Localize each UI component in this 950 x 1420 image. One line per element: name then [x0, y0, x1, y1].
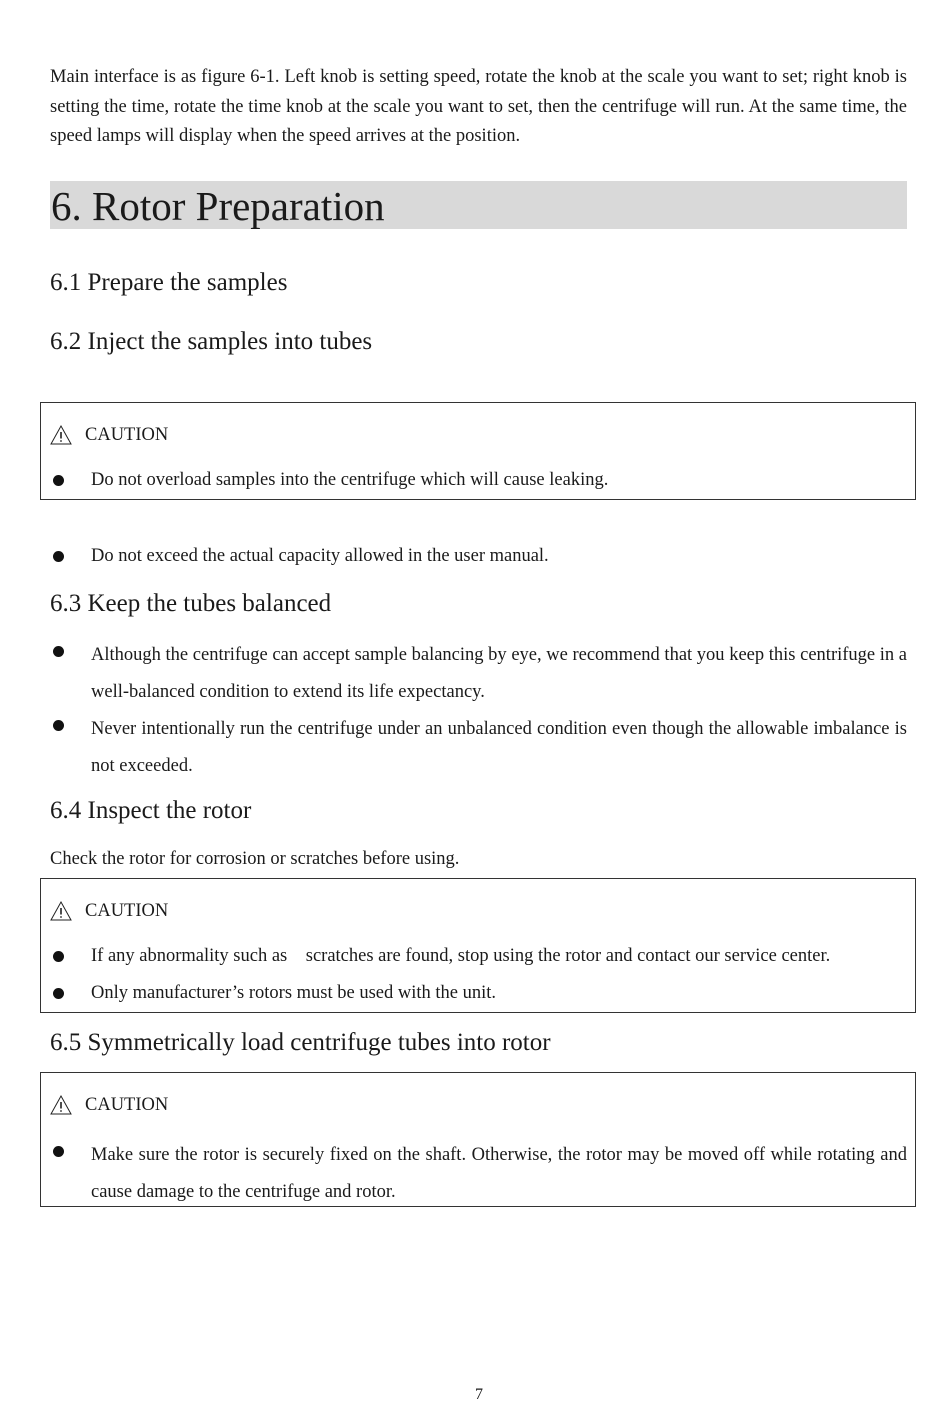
- list-item: Do not exceed the actual capacity allowed in the user manual.: [91, 546, 549, 566]
- subsection-title-6-5: 6.5 Symmetrically load centrifuge tubes into rotor: [50, 1029, 551, 1056]
- bullet-dot: [53, 646, 64, 657]
- section-title: 6. Rotor Preparation: [51, 183, 385, 229]
- subsection-title-6-4: 6.4 Inspect the rotor: [50, 797, 252, 824]
- warning-triangle-icon: [50, 900, 72, 922]
- caution-item: Do not overload samples into the centrifuge which will cause leaking.: [91, 470, 609, 490]
- page-number: 7: [475, 1386, 483, 1403]
- bullet-dot: [53, 951, 64, 962]
- caution-item: Only manufacturer’s rotors must be used with the unit.: [91, 983, 497, 1003]
- inspect-paragraph: Check the rotor for corrosion or scratches before using.: [50, 849, 460, 869]
- caution-label: CAUTION: [85, 901, 169, 921]
- list-item: Although the centrifuge can accept sample balancing by eye, we recommend that you keep this centrifuge in a well-balanced condition to extend its life expectancy.: [91, 645, 907, 702]
- bullet-dot: [53, 475, 64, 486]
- warning-triangle-icon: [50, 1094, 72, 1116]
- subsection-title-6-2: 6.2 Inject the samples into tubes: [50, 328, 373, 355]
- caution-label: CAUTION: [85, 425, 169, 445]
- subsection-title-6-3: 6.3 Keep the tubes balanced: [50, 590, 332, 617]
- bullet-dot: [53, 551, 64, 562]
- bullet-dot: [53, 720, 64, 731]
- caution-label: CAUTION: [85, 1095, 169, 1115]
- warning-triangle-icon: [50, 424, 72, 446]
- caution-item: If any abnormality such as scratches are found, stop using the rotor and contact our service center.: [91, 946, 831, 966]
- intro-paragraph: Main interface is as figure 6-1. Left knob is setting speed, rotate the knob at the scale you want to set; right knob is setting the time, rotate the time knob at the scale you want to set, then the centrifuge will run. At the same time, the speed lamps will display when the speed arrives at the position.: [50, 67, 907, 146]
- caution-header: [50, 420, 168, 450]
- bullet-dot: [53, 1146, 64, 1157]
- bullet-dot: [53, 988, 64, 999]
- caution-header: [50, 1090, 168, 1120]
- subsection-title-6-1: 6.1 Prepare the samples: [50, 269, 288, 296]
- caution-header: [50, 896, 168, 926]
- caution-item: Make sure the rotor is securely fixed on the shaft. Otherwise, the rotor may be moved off while rotating and cause damage to the centrifuge and rotor.: [91, 1145, 907, 1202]
- list-item: Never intentionally run the centrifuge under an unbalanced condition even though the allowable imbalance is not exceeded.: [91, 719, 907, 776]
